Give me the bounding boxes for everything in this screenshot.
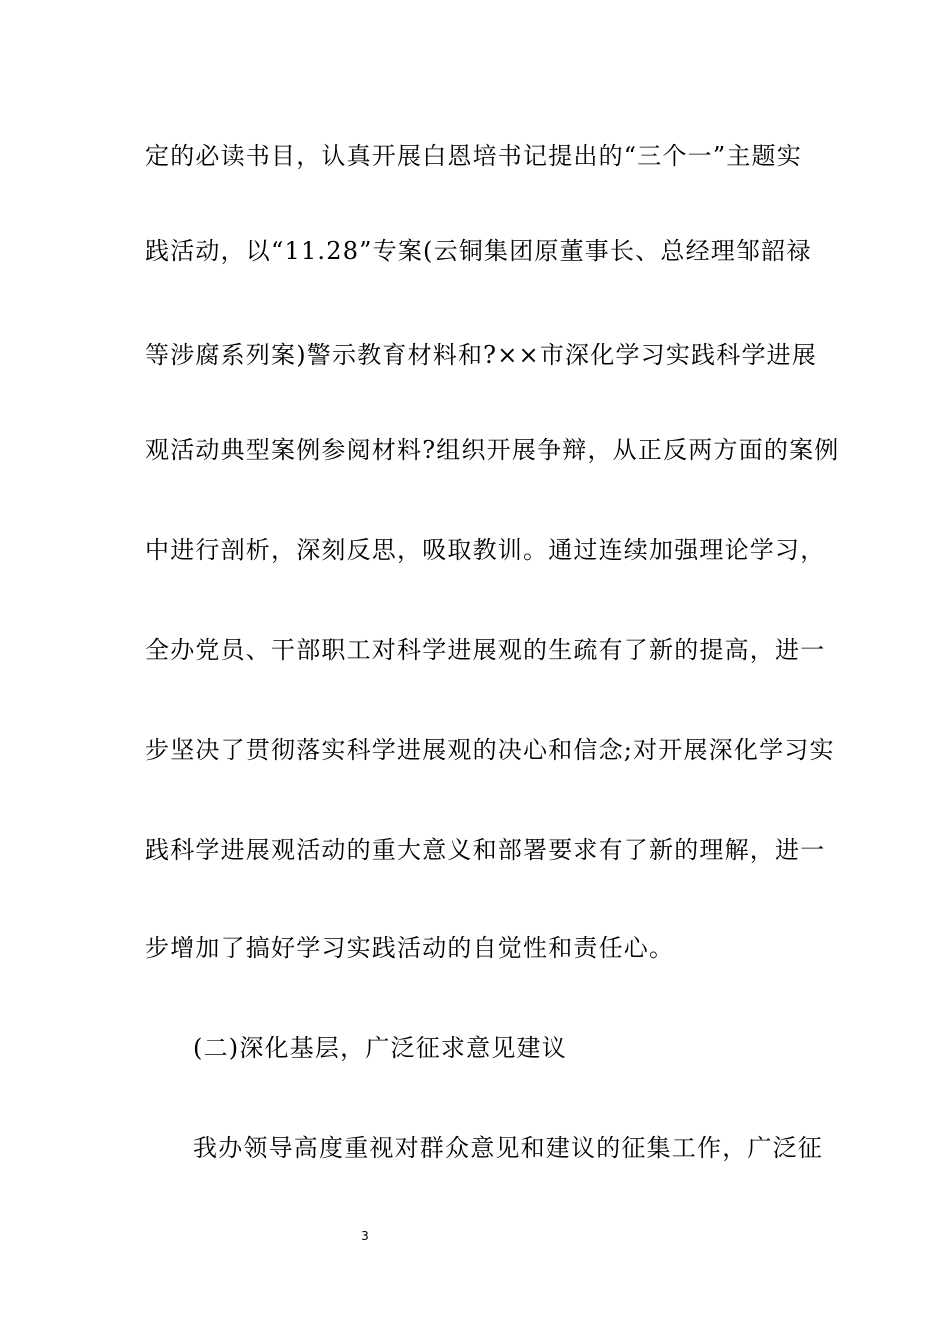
paragraph-first-line: 我办领导高度重视对群众意见和建议的征集工作，广泛征 (193, 1134, 823, 1162)
body-text-line: 中进行剖析，深刻反思，吸取教训。通过连续加强理论学习， (145, 536, 826, 564)
page-number: 3 (361, 1229, 369, 1243)
section-heading: (二)深化基层，广泛征求意见建议 (193, 1034, 567, 1062)
body-text-line: 全办党员、干部职工对科学进展观的生疏有了新的提高，进一 (145, 636, 826, 664)
body-text-line: 践科学进展观活动的重大意义和部署要求有了新的理解，进一 (145, 836, 826, 864)
body-text-line: 步增加了搞好学习实践活动的自觉性和责任心。 (145, 934, 675, 962)
body-text-line: 观活动典型案例参阅材料?组织开展争辩，从正反两方面的案例 (145, 436, 840, 464)
body-text-line: 等涉腐系列案)警示教育材料和?××市深化学习实践科学进展 (145, 341, 818, 369)
body-text-line: 步坚决了贯彻落实科学进展观的决心和信念;对开展深化学习实 (145, 736, 835, 764)
body-text-line: 定的必读书目，认真开展白恩培书记提出的“三个一”主题实 (145, 142, 802, 170)
body-text-line: 践活动，以“11.28”专案(云铜集团原董事长、总经理邹韶禄 (145, 237, 812, 265)
